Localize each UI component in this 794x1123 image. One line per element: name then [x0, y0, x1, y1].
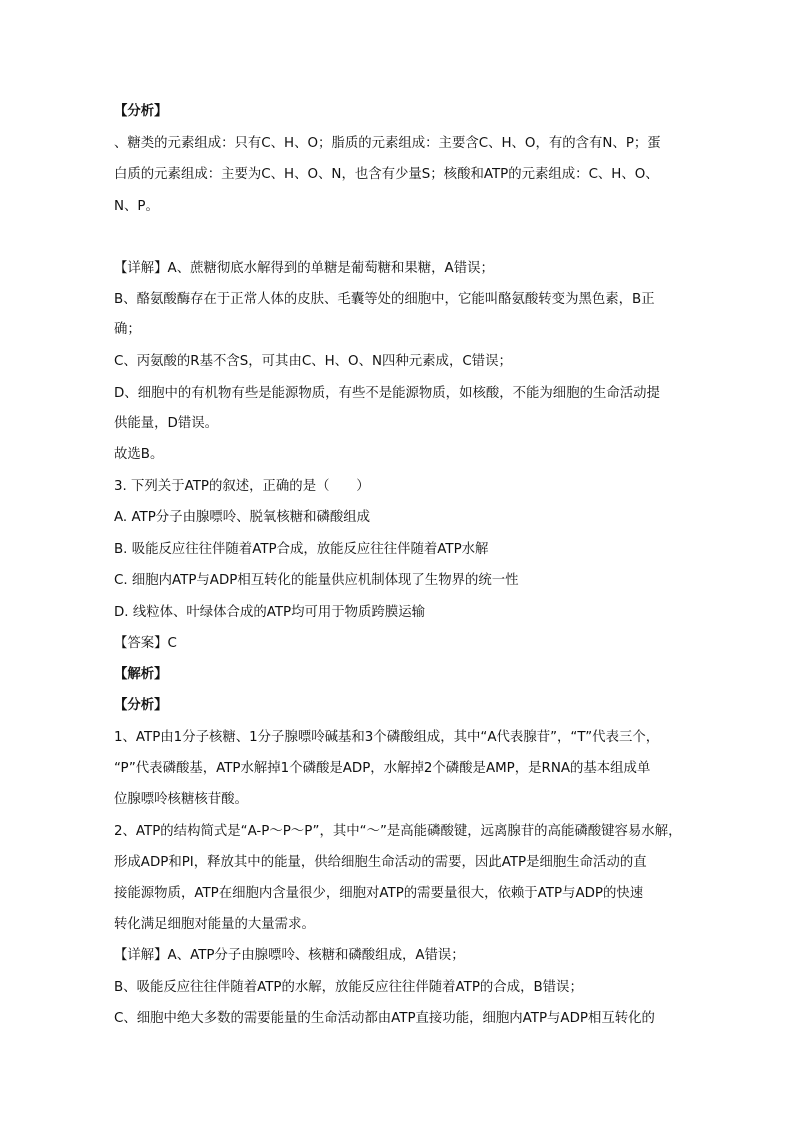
option-c: C. 细胞内ATP与ADP相互转化的能量供应机制体现了生物界的统一性 — [114, 573, 519, 588]
text-line: 形成ADP和PI，释放其中的能量，供给细胞生命活动的需要，因此ATP是细胞生命活动的直 — [114, 855, 647, 870]
section-heading-explanation: 【解析】 — [114, 667, 168, 682]
text-line: 故选B。 — [114, 447, 164, 462]
text-line: 、糖类的元素组成：只有C、H、O；脂质的元素组成：主要含C、H、O，有的含有N、P；蛋 — [114, 136, 661, 151]
option-d: D. 线粒体、叶绿体合成的ATP均可用于物质跨膜运输 — [114, 605, 426, 620]
text-line: 位腺嘌呤核糖核苷酸。 — [114, 792, 248, 807]
text-line: B、酪氨酸酶存在于正常人体的皮肤、毛囊等处的细胞中，它能叫酪氨酸转变为黑色素，B正 — [114, 292, 655, 307]
option-b: B. 吸能反应往往伴随着ATP合成，放能反应往往伴随着ATP水解 — [114, 542, 489, 557]
text-line: 白质的元素组成：主要为C、H、O、N，也含有少量S；核酸和ATP的元素组成：C、H、O、 — [114, 167, 659, 182]
text-line: 转化满足细胞对能量的大量需求。 — [114, 917, 315, 932]
text-line: C、细胞中绝大多数的需要能量的生命活动都由ATP直接功能，细胞内ATP与ADP相互转化的 — [114, 1011, 655, 1026]
text-line-detail: 【详解】A、ATP分子由腺嘌呤、核糖和磷酸组成，A错误； — [114, 948, 465, 963]
text-line: N、P。 — [114, 199, 159, 214]
text-line: “P”代表磷酸基，ATP水解掉1个磷酸是ADP，水解掉2个磷酸是AMP，是RNA的基本组成单 — [114, 761, 651, 776]
text-line: 接能源物质，ATP在细胞内含量很少，细胞对ATP的需要量很大，依赖于ATP与ADP的快速 — [114, 886, 644, 901]
text-line-detail: 【详解】A、蔗糖彻底水解得到的单糖是葡萄糖和果糖，A错误； — [114, 261, 494, 276]
text-line: C、丙氨酸的R基不含S，可其由C、H、O、N四种元素成，C错误； — [114, 354, 512, 369]
text-line: 确； — [114, 322, 141, 337]
text-line: 1、ATP由1分子核糖、1分子腺嘌呤碱基和3个磷酸组成，其中“A代表腺苷”，“T”代表三个， — [114, 730, 660, 745]
answer-line: 【答案】C — [114, 636, 177, 651]
text-line: D、细胞中的有机物有些是能源物质，有些不是能源物质，如核酸，不能为细胞的生命活动提 — [114, 386, 660, 401]
section-heading-analysis: 【分析】 — [114, 104, 168, 119]
text-line: 2、ATP的结构简式是“A-P～P～P”，其中“～”是高能磷酸键，远离腺苷的高能磷酸键容易水解， — [114, 824, 682, 839]
text-line: 供能量，D错误。 — [114, 416, 219, 431]
question-title: 3. 下列关于ATP的叙述，正确的是（ ） — [114, 479, 370, 494]
option-a: A. ATP分子由腺嘌呤、脱氧核糖和磷酸组成 — [114, 510, 371, 525]
section-heading-analysis: 【分析】 — [114, 698, 168, 713]
text-line: B、吸能反应往往伴随着ATP的水解，放能反应往往伴随着ATP的合成，B错误； — [114, 980, 583, 995]
